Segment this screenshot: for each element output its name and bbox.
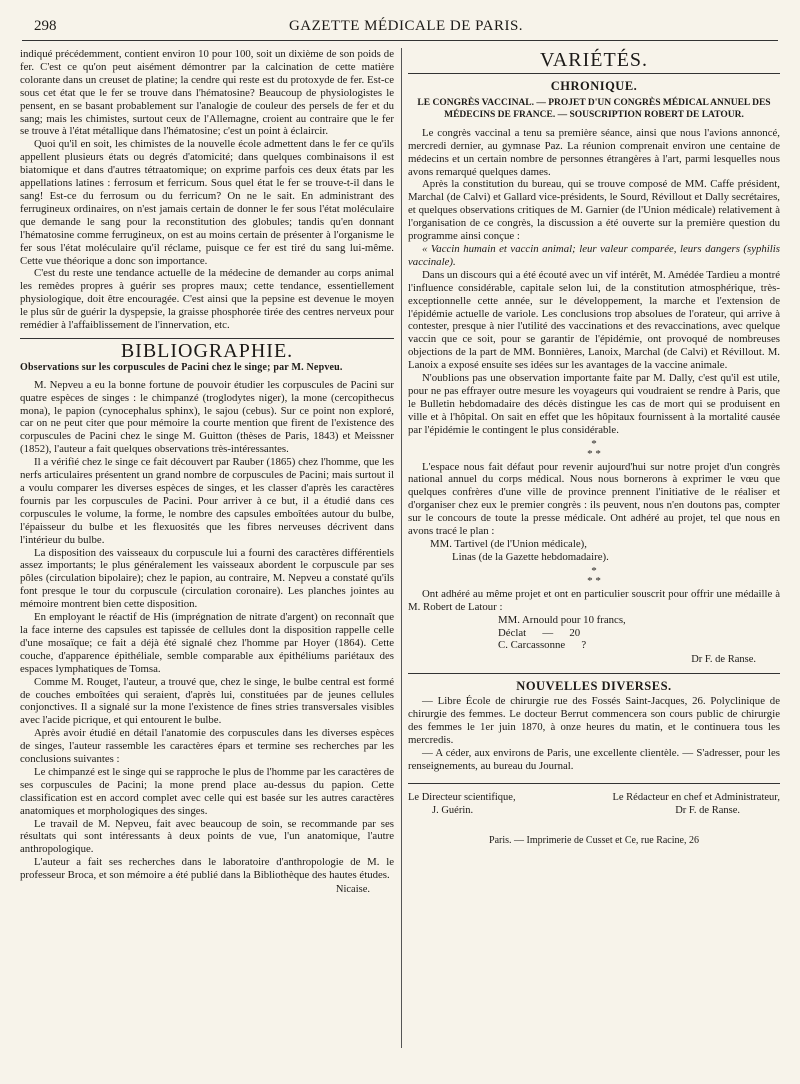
paragraph: indiqué précédemment, contient environ 10 pour 100, soit un dixième de son poids de fer. C'est ce qu'on peut aisément démontrer par la calcination de cette matière colorante dans un creuset de platine; la cendre qui reste est du protoxyde de fer. Est-ce sous cet état que le fer se trouve dans l'hématosine? Beaucoup de physiologistes le pensent, en se basant probablement sur l'analogie de couleur des persels de fer et du sang; mais les chimistes, surtout ceux de l'Allemagne, croient au contraire que le fer se trouve à l'état métallique dans l'hématosine; c'est un point à éclaircir. xyxy=(20,48,394,138)
paragraph: — A céder, aux environs de Paris, une excellente clientèle. — S'adresser, pour les renseignements, au bureau du Journal. xyxy=(408,746,780,772)
paragraph: Après avoir étudié en détail l'anatomie des corpuscules dans les diverses espèces de singes, l'auteur rassemble les caractères épars et termine ses recherches par les conclusions suivantes : xyxy=(20,727,394,766)
bibliographie-heading: Observations sur les corpuscules de Pacini chez le singe; par M. Nepveu. xyxy=(20,361,343,373)
section-rule xyxy=(408,73,780,74)
imprint-line: Paris. — Imprimerie de Cusset et Ce, rue Racine, 26 xyxy=(489,835,699,847)
paragraph: — Libre École de chirurgie rue des Fossés Saint-Jacques, 26. Polyclinique de chirurgie des femmes. Le docteur Berrut commencera son cours public de chirurgie des femmes le 1er juin 1870, à onze heures du matin, et le continuera tous les mercredis. xyxy=(408,695,780,746)
section-rule xyxy=(20,338,394,339)
paragraph: La disposition des vaisseaux du corpuscule lui a fourni des caractères différentiels assez importants; le plus généralement les vaisseaux abordent le corpuscule par ses pôles (circulation bipolaire); chez le papion, au contraire, M. Nepveu a constaté qu'ils font presque le tour du corpuscule (circulation coronaire). Les planches jointes au mémoire montrent bien cette disposition. xyxy=(20,546,394,611)
bibliographie-title: BIBLIOGRAPHIE. xyxy=(120,339,294,362)
header-rule xyxy=(22,40,778,41)
adherent-line: MM. Tartivel (de l'Union médicale), xyxy=(430,538,587,550)
masthead-footer xyxy=(408,783,780,849)
paragraph: N'oublions pas une observation importante faite par M. Dally, c'est qu'il est utile, pour ne pas effrayer outre mesure les voyageurs qui voudraient se rendre à Paris, que le Bulletin hebdomadaire des décès distingue les cas de mort qui se produisent en ville et à l'hôpital. On sait en effet que les hôpitaux fournissent à la mortalité causée par l'épidémie le contingent le plus considérable. xyxy=(408,372,780,436)
director-label: Le Directeur scientifique, xyxy=(408,791,516,803)
footer-names xyxy=(408,805,780,818)
page-header xyxy=(34,14,778,36)
section-rule xyxy=(408,673,780,674)
paragraph: Après la constitution du bureau, qui se trouve composé de MM. Caffe président, Marchal (de Calvi) et Gallard vice-présidents, le Sourd, Révillout et Dally secrétaires, et quelques observations critiques de M. Garnier (de l'Union médicale) relativement à l'organisation de ce congrès, la discussion a été ouverte sur la première question du programme ainsi conçue : xyxy=(408,178,780,243)
asterism: * * * xyxy=(587,564,601,587)
page-number: 298 xyxy=(34,18,57,34)
subscription-line: MM. Arnould pour 10 francs, xyxy=(498,613,626,626)
paragraph: « Vaccin humain et vaccin animal; leur valeur comparée, leurs dangers (syphilis vaccinale). xyxy=(408,242,780,268)
journal-title: GAZETTE MÉDICALE DE PARIS. xyxy=(288,18,524,34)
editor-name: Dr F. de Ranse. xyxy=(675,804,740,816)
chronique-title: CHRONIQUE. xyxy=(550,78,638,93)
asterism: * * * xyxy=(587,437,601,460)
chronique-heading: LE CONGRÈS VACCINAL. — PROJET D'UN CONGRÈS MÉDICAL ANNUEL DES MÉDECINS DE FRANCE. — SOUSCRIPTION ROBERT DE LATOUR. xyxy=(417,97,771,120)
paragraph: Le chimpanzé est le singe qui se rapproche le plus de l'homme par les caractères de ses corpuscules de Pacini; la mone prend place au-dessus du papion. Cette classification est en accord complet avec celle qui est basée sur les autres caractères anatomiques et morphologiques des singes. xyxy=(20,765,394,817)
editor-label: Le Rédacteur en chef et Administrateur, xyxy=(612,791,780,803)
subscription-line: C. Carcassonne ? xyxy=(498,639,587,652)
paragraph: Ont adhéré au même projet et ont en particulier souscrit pour offrir une médaille à M. Robert de Latour : xyxy=(408,587,780,613)
paragraph: L'auteur a fait ses recherches dans le laboratoire d'anthropologie de M. le professeur Broca, et son mémoire a été publié dans la Bibliothèque des hautes études. xyxy=(20,856,394,882)
paragraph: Dans un discours qui a été écouté avec un vif intérêt, M. Amédée Tardieu a montré l'influence considérable, capitale selon lui, de la constitution atmosphérique, très-exceptionnelle cette année, sur le développement, la marche et l'extension de l'épidémie actuelle de variole. Les conclusions trop absolues de l'orateur, qui arrive à contester, presque à nier l'utilité des vaccinations et des revaccinations, avec quelque vaccin que ce soit, pour se garantir de l'épidémie, ont provoqué de nombreuses objections de la part de MM. Bonnières, Lanoix, Marchal (de Calvi) et Révillout. M. Lanoix a exposé ensuite ses idées sur les avantages de la vaccine animale. xyxy=(408,268,780,372)
paragraph: Le congrès vaccinal a tenu sa première séance, ainsi que nous l'avions annoncé, mercredi dernier, au gymnase Paz. La réunion comprenait environ une centaine de médecins et un certain nombre de personnes étrangères à l'art, parmi lesquelles nous avons remarqué quelques dames. xyxy=(408,126,780,178)
paragraph: Quoi qu'il en soit, les chimistes de la nouvelle école admettent dans le fer ce qu'ils appellent plusieurs états ou degrés d'atomicité; dans quelques combinaisons il est biatomique et dans d'autres tétraatomique; on exprime parfois ces deux états par les appellations latines : ferrosum et ferricum. Sous quel état le fer se trouve-t-il dans le sang! Est-ce du ferrosum ou du ferricum? On ne le sait. En administrant des ferrugineux ordinaires, on n'est jamais certain de donner le fer sous l'état moléculaire que demande le sang pour la reconstitution des globules; tandis qu'en donnant l'hématosine comme ferrugineux, on est au moins certain de présenter à l'organisme le fer sous l'état moléculaire qu'il réclame, puisque ce fer est tiré du sang lui-même. Cette vue théorique a donc son importance. xyxy=(20,138,394,267)
footer-labels xyxy=(408,792,780,805)
column-divider xyxy=(401,48,402,1048)
left-column xyxy=(20,48,394,897)
nouvelles-title: NOUVELLES DIVERSES. xyxy=(516,679,672,694)
paragraph: Le travail de M. Nepveu, fait avec beaucoup de soin, se recommande par ses résultats qui sont intéressants à deux points de vue, l'un anatomique, l'autre anthropologique. xyxy=(20,817,394,856)
author-signature: Nicaise. xyxy=(335,884,370,896)
paragraph: L'espace nous fait défaut pour revenir aujourd'hui sur notre projet d'un congrès national annuel du corps médical. Nous nous bornerons à exprimer le vœu que quelques confrères d'une ville de province prennent l'initiative de le réaliser et d'organiser chez eux le premier congrès : ils peuvent, nous n'en doutons pas, compter sur le concours de toute la presse médicale. Ont adhéré au projet, tel que nous en avons tracé le plan : xyxy=(408,460,780,538)
paragraph: Il a vérifié chez le singe ce fait découvert par Rauber (1865) chez l'homme, que les nerfs articulaires présentent un grand nombre de corpuscules de Pacini; mais surtout il a voulu comparer les diverses espèces de singes, et les classer d'après les caractères fournis par les corpuscules de Pacini. Pour arriver à ce but, il a étudié dans ces corpuscules le volume, la forme, le nombre des capsules emboîtées autour du bulbe, l'épaisseur du bulbe et les flexuosités que les fibres nerveuses décrivent dans l'intérieur du bulbe. xyxy=(20,456,394,546)
paragraph: M. Nepveu a eu la bonne fortune de pouvoir étudier les corpuscules de Pacini sur quatre espèces de singes : le chimpanzé (troglodytes niger), la mone (cercopithecus mona), le papion (cynocephalus sphinx), le sajou (cebus). Sur ce point non exploré, car on ne peut citer que pour mémoire la courte mention que firent de l'existence des corpuscules de Pacini chez le singe M. Guitton (thèses de Paris, 1843) et Meissner (1852), l'auteur a fait quelques observations très-intéressantes. xyxy=(20,378,394,456)
varietes-title: VARIÉTÉS. xyxy=(539,49,649,71)
paragraph: En employant le réactif de His (imprégnation de nitrate d'argent) on reconnaît que la face interne des capsules est tapissée de cellules dont la disposition rappelle celle d'une mosaïque; ce fait a déjà été signalé chez l'homme par Hoyer (1864). Cette couche, d'apparence épithéliale, semble comparable aux épithéliums pariétaux des espaces lymphatiques de Tomsa. xyxy=(20,611,394,675)
adherent-line: Linas (de la Gazette hebdomadaire). xyxy=(452,550,609,563)
right-column xyxy=(408,48,780,848)
chronique-signature: Dr F. de Ranse. xyxy=(691,654,756,666)
director-name: J. Guérin. xyxy=(432,804,474,816)
paragraph: C'est du reste une tendance actuelle de la médecine de demander au corps animal les remèdes propres à guérir ses propres maux; cette tendance, essentiellement physiologique, doit être encouragée. C'est ainsi que la pepsine est devenue le moyen le plus sûr de guérir la dyspepsie, la graisse phosphorée tirée des centres nerveux pour remédier à l'affaiblissement de l'innervation, etc. xyxy=(20,267,394,332)
subscription-line: Déclat — 20 xyxy=(498,626,581,639)
paragraph: Comme M. Rouget, l'auteur, a trouvé que, chez le singe, le bulbe central est formé de couches emboîtées qui seraient, d'après lui, constituées par de jeunes cellules conjonctives. Il a signalé sur la mone l'existence de fines stries transversales visibles avec l'acide picrique, et qui entourent le bulbe. xyxy=(20,675,394,727)
